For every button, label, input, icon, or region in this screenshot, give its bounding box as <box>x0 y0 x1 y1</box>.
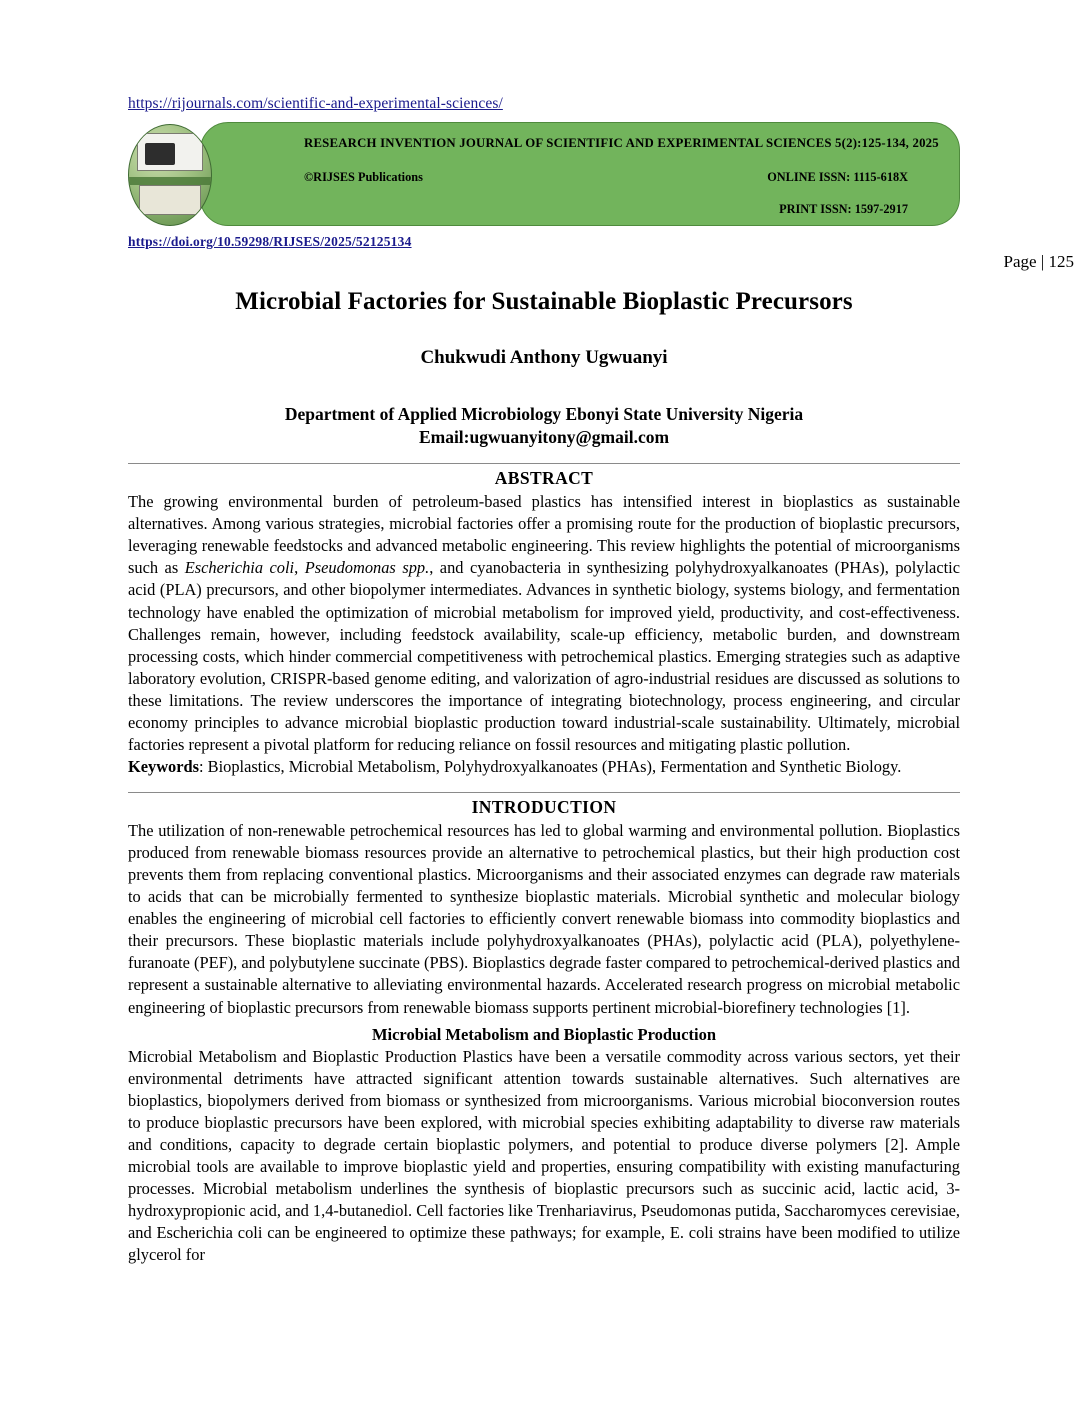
abstract-heading: ABSTRACT <box>494 468 594 489</box>
journal-logo-icon <box>128 124 212 226</box>
author-affiliation <box>128 403 960 449</box>
divider-abstract <box>128 463 960 464</box>
affiliation-department: Department of Applied Microbiology Ebonyi State University Nigeria <box>284 404 804 424</box>
doi-link[interactable]: https://doi.org/10.59298/RIJSES/2025/52125134 <box>128 234 412 249</box>
section-text-microbial-metabolism: Microbial Metabolism and Bioplastic Production Plastics have been a versatile commodity across various sectors, yet their environmental detriments have attracted significant attention towards sustainable alternatives. Such alternatives are bioplastics, biopolymers derived from biomass or synthesized from microorganisms. Various microbial bioconversion routes to produce bioplastic precursors have been explored, with microbial species exhibiting adaptability to diverse raw materials and conditions, capacity to degrade certain bioplastic polymers, and potential to produce diverse polymers [2]. Ample microbial tools are available to improve bioplastic yield and properties, ensuring compatibility with existing manufacturing processes. Microbial metabolism underlines the synthesis of bioplastic precursors such as succinic acid, lactic acid, 3-hydroxypropionic acid, and 1,4-butanediol. Cell factories like Trenhariavirus, Pseudomonas putida, Saccharomyces cerevisiae, and Escherichia coli can be engineered to optimize these pathways; for example, E. coli strains have been modified to utilize glycerol for <box>128 1046 960 1265</box>
divider-introduction <box>128 792 960 793</box>
banner-print-issn: PRINT ISSN: 1597-2917 <box>779 202 908 216</box>
journal-banner <box>200 122 960 230</box>
keywords-text: : Bioplastics, Microbial Metabolism, Polyhydroxyalkanoates (PHAs), Fermentation and Synthetic Biology. <box>199 756 902 776</box>
page-title: Microbial Factories for Sustainable Bioplastic Precursors <box>235 288 853 315</box>
abstract-keywords <box>128 756 960 778</box>
banner-publisher: ©RIJSES Publications <box>304 170 423 184</box>
section-heading-microbial-metabolism: Microbial Metabolism and Bioplastic Production <box>371 1024 717 1044</box>
introduction-text: The utilization of non-renewable petrochemical resources has led to global warming and environmental pollution. Bioplastics produced from renewable biomass resources provide an alternative to petrochemical plastics, but their high production cost prevents them from replacing conventional plastics. Microorganisms and their associated enzymes can degrade raw materials to acids that can be microbially fermented to synthesize bioplastic materials. Microbial synthetic and molecular biology enables the engineering of microbial cell factories to efficiently convert renewable biomass into commodity bioplastics and their precursors. These bioplastic materials include polyhydroxyalkanoates (PHAs), polylactic acid (PLA), polyethylene-furanoate (PEF), and polybutylene succinate (PBS). Bioplastics degrade faster compared to petrochemical-derived plastics and represent a sustainable alternative to alleviating environmental hazards. Accelerated research progress on microbial metabolic engineering of bioplastic precursors from renewable biomass supports pertinent microbial-biorefinery technologies [1]. <box>128 821 960 1017</box>
banner-title: RESEARCH INVENTION JOURNAL OF SCIENTIFIC AND EXPERIMENTAL SCIENCES 5(2):125-134, 2025 <box>304 136 939 150</box>
abstract-italic-1: Escherichia coli <box>184 558 295 578</box>
abstract-italic-2: Pseudomonas spp. <box>304 558 430 578</box>
abstract-text <box>128 491 960 756</box>
keywords-label: Keywords <box>128 756 200 776</box>
abstract-part-2: , <box>294 558 305 578</box>
author-name: Chukwudi Anthony Ugwuanyi <box>420 347 668 368</box>
journal-url-link[interactable]: https://rijournals.com/scientific-and-experimental-sciences/ <box>128 95 503 112</box>
abstract-part-3: , and cyanobacteria in synthesizing polyhydroxyalkanoates (PHAs), polylactic acid (PLA) precursors, and other biopolymer intermediates. Advances in synthetic biology, systems biology, and fermentation technology have enabled the optimization of microbial metabolism for improved yield, productivity, and cost-effectiveness. Challenges remain, however, including feedstock availability, scale-up efficiency, metabolic burden, and downstream processing costs, which hinder commercial competitiveness with petrochemical plastics. Emerging strategies such as adaptive laboratory evolution, CRISPR-based genome editing, and valorization of agro-industrial residues are discussed as solutions to these limitations. The review underscores the importance of integrating biotechnology, process engineering, and circular economy principles to advance microbial bioplastic production toward industrial-scale sustainability. Ultimately, microbial factories represent a pivotal platform for reducing reliance on fossil resources and mitigating plastic pollution. <box>128 558 960 754</box>
banner-online-issn: ONLINE ISSN: 1115-618X <box>767 170 908 184</box>
page-number: Page | 125 <box>1003 252 1074 271</box>
introduction-heading: INTRODUCTION <box>471 797 617 817</box>
affiliation-email: Email:ugwuanyitony@gmail.com <box>418 427 670 448</box>
abstract-part-1: The growing environmental burden of petroleum-based plastics has intensified interest in bioplastics as sustainable alternatives. Among various strategies, microbial factories offer a promising route for the production of bioplastic precursors, leveraging renewable feedstocks and advanced metabolic engineering. This review highlights the potential of microorganisms such as <box>128 492 960 578</box>
